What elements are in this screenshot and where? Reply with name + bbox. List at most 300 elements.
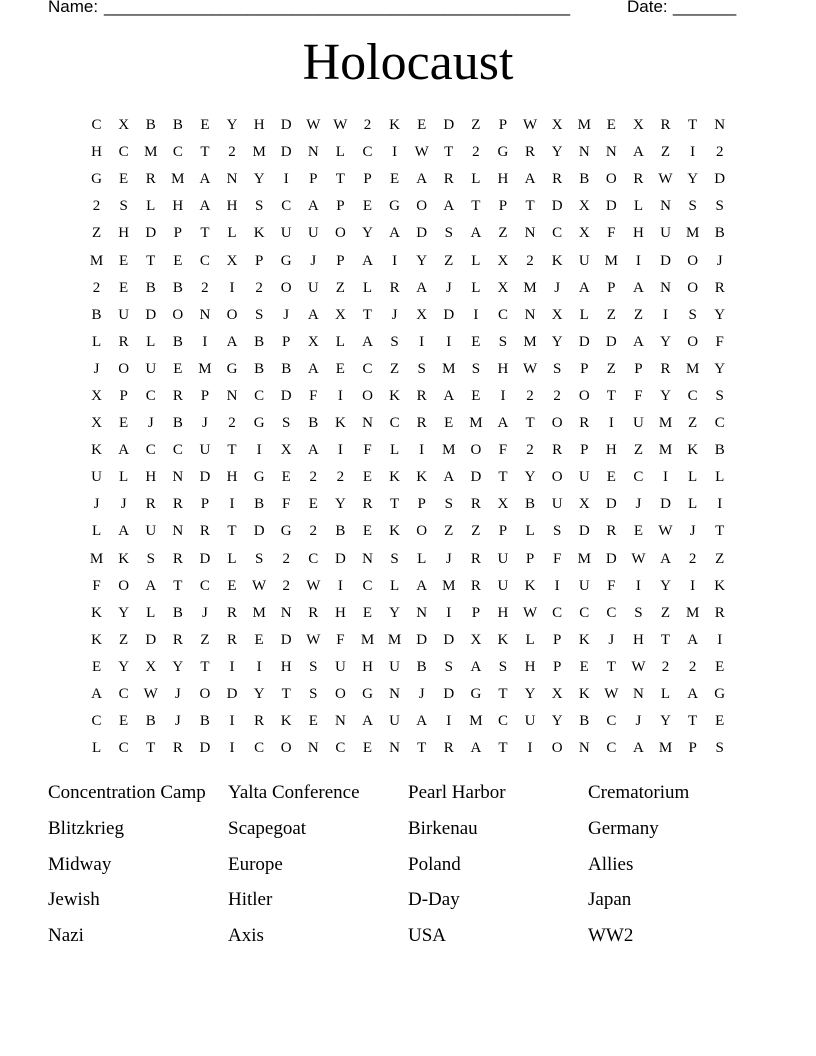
grid-cell[interactable]: N — [172, 469, 184, 486]
grid-cell[interactable]: G — [362, 686, 373, 703]
grid-cell[interactable]: D — [443, 631, 455, 648]
grid-cell[interactable]: H — [145, 469, 157, 486]
grid-cell[interactable]: R — [470, 550, 481, 567]
grid-cell[interactable]: J — [202, 415, 208, 432]
grid-cell[interactable]: C — [552, 225, 563, 242]
grid-cell[interactable]: I — [256, 658, 262, 675]
grid-cell[interactable]: M — [198, 360, 212, 377]
grid-cell[interactable]: D — [605, 496, 617, 513]
grid-cell[interactable]: E — [417, 117, 427, 134]
grid-cell[interactable]: M — [523, 279, 537, 296]
grid-cell[interactable]: J — [635, 496, 642, 513]
grid-cell[interactable]: A — [118, 523, 130, 540]
grid-cell[interactable]: E — [173, 252, 183, 269]
grid-cell[interactable]: R — [199, 523, 210, 540]
grid-cell[interactable]: O — [118, 577, 130, 594]
grid-cell[interactable]: A — [307, 442, 319, 459]
grid-cell[interactable]: Y — [551, 713, 563, 730]
grid-cell[interactable]: B — [172, 604, 183, 621]
grid-cell[interactable]: Z — [471, 523, 481, 540]
grid-cell[interactable]: F — [336, 631, 345, 648]
grid-cell[interactable]: L — [146, 333, 156, 350]
grid-cell[interactable]: E — [173, 360, 183, 377]
grid-cell[interactable]: L — [579, 306, 589, 323]
grid-cell[interactable]: 2 — [526, 442, 534, 459]
grid-cell[interactable]: Y — [118, 658, 130, 675]
grid-cell[interactable]: H — [118, 225, 130, 242]
grid-cell[interactable]: T — [444, 144, 454, 161]
grid-cell[interactable]: N — [362, 550, 373, 567]
grid-cell[interactable]: D — [605, 198, 617, 215]
grid-cell[interactable]: F — [282, 496, 291, 513]
grid-cell[interactable]: B — [525, 496, 536, 513]
grid-cell[interactable]: I — [446, 713, 452, 730]
grid-cell[interactable]: E — [281, 469, 291, 486]
grid-cell[interactable]: Y — [389, 604, 400, 621]
grid-cell[interactable]: Z — [498, 225, 508, 242]
grid-cell[interactable]: H — [91, 144, 102, 161]
grid-cell[interactable]: N — [416, 604, 428, 621]
grid-cell[interactable]: R — [362, 496, 373, 513]
grid-cell[interactable]: K — [714, 577, 726, 594]
grid-cell[interactable]: S — [552, 523, 562, 540]
grid-cell[interactable]: J — [418, 686, 425, 703]
grid-cell[interactable]: P — [254, 252, 264, 269]
grid-cell[interactable]: R — [118, 333, 129, 350]
grid-cell[interactable]: P — [688, 740, 697, 757]
grid-cell[interactable]: C — [687, 387, 698, 404]
grid-cell[interactable]: 2 — [688, 658, 697, 675]
grid-cell[interactable]: W — [522, 604, 538, 621]
grid-cell[interactable]: L — [389, 577, 400, 594]
grid-cell[interactable]: F — [634, 387, 643, 404]
grid-cell[interactable]: A — [633, 279, 644, 296]
grid-cell[interactable]: U — [551, 496, 563, 513]
grid-cell[interactable]: C — [118, 740, 129, 757]
grid-cell[interactable]: I — [717, 496, 723, 513]
grid-cell[interactable]: Y — [714, 306, 726, 323]
grid-cell[interactable]: H — [497, 604, 509, 621]
grid-cell[interactable]: N — [307, 740, 319, 757]
grid-cell[interactable]: B — [308, 415, 319, 432]
grid-cell[interactable]: W — [143, 686, 158, 703]
grid-cell[interactable]: N — [226, 171, 238, 188]
grid-cell[interactable]: D — [280, 117, 292, 134]
grid-cell[interactable]: D — [578, 333, 590, 350]
grid-cell[interactable]: Y — [660, 713, 671, 730]
grid-cell[interactable]: Y — [524, 686, 536, 703]
grid-cell[interactable]: C — [199, 252, 210, 269]
grid-cell[interactable]: T — [688, 713, 698, 730]
grid-cell[interactable]: N — [362, 415, 373, 432]
grid-cell[interactable]: P — [525, 550, 535, 567]
grid-cell[interactable]: K — [389, 523, 400, 540]
grid-cell[interactable]: Z — [660, 144, 671, 161]
grid-cell[interactable]: O — [334, 686, 346, 703]
grid-cell[interactable]: A — [91, 686, 102, 703]
grid-cell[interactable]: A — [687, 631, 699, 648]
grid-cell[interactable]: E — [119, 252, 129, 269]
grid-cell[interactable]: E — [308, 713, 318, 730]
grid-cell[interactable]: T — [227, 442, 237, 459]
grid-cell[interactable]: Y — [551, 333, 563, 350]
grid-cell[interactable]: D — [443, 306, 455, 323]
grid-cell[interactable]: R — [227, 604, 238, 621]
grid-cell[interactable]: L — [389, 442, 400, 459]
grid-cell[interactable]: P — [336, 252, 345, 269]
grid-cell[interactable]: A — [307, 360, 319, 377]
grid-cell[interactable]: S — [417, 360, 426, 377]
grid-cell[interactable]: X — [416, 306, 428, 323]
grid-cell[interactable]: J — [202, 604, 208, 621]
grid-cell[interactable]: D — [416, 225, 428, 242]
grid-cell[interactable]: C — [335, 740, 346, 757]
grid-cell[interactable]: W — [333, 117, 348, 134]
grid-cell[interactable]: R — [416, 415, 427, 432]
grid-cell[interactable]: R — [443, 171, 454, 188]
grid-cell[interactable]: M — [442, 360, 456, 377]
grid-cell[interactable]: L — [688, 496, 698, 513]
grid-cell[interactable]: M — [469, 713, 483, 730]
grid-cell[interactable]: E — [362, 523, 373, 540]
grid-cell[interactable]: O — [687, 279, 699, 296]
grid-cell[interactable]: U — [199, 442, 211, 459]
grid-cell[interactable]: Z — [91, 225, 102, 242]
grid-cell[interactable]: U — [118, 306, 130, 323]
grid-cell[interactable]: O — [334, 225, 346, 242]
grid-cell[interactable]: N — [605, 144, 617, 161]
grid-cell[interactable]: T — [281, 686, 291, 703]
grid-cell[interactable]: T — [362, 306, 373, 323]
grid-cell[interactable]: S — [715, 387, 724, 404]
grid-cell[interactable]: A — [307, 306, 319, 323]
grid-cell[interactable]: 2 — [336, 469, 345, 486]
grid-cell[interactable]: R — [470, 577, 481, 594]
grid-cell[interactable]: K — [578, 631, 590, 648]
grid-cell[interactable]: O — [416, 523, 428, 540]
grid-cell[interactable]: U — [280, 225, 292, 242]
grid-cell[interactable]: M — [685, 604, 700, 621]
grid-cell[interactable]: L — [471, 171, 481, 188]
grid-cell[interactable]: D — [280, 631, 292, 648]
grid-cell[interactable]: A — [633, 144, 644, 161]
grid-cell[interactable]: Y — [253, 686, 265, 703]
grid-cell[interactable]: D — [551, 198, 563, 215]
grid-cell[interactable]: S — [688, 306, 697, 323]
grid-cell[interactable]: L — [146, 198, 156, 215]
grid-cell[interactable]: F — [363, 442, 372, 459]
grid-cell[interactable]: O — [687, 333, 699, 350]
grid-cell[interactable]: N — [334, 713, 346, 730]
grid-cell[interactable]: X — [226, 252, 238, 269]
grid-cell[interactable]: I — [337, 442, 343, 459]
grid-cell[interactable]: T — [688, 117, 698, 134]
grid-cell[interactable]: M — [442, 442, 456, 459]
grid-cell[interactable]: N — [714, 117, 726, 134]
grid-cell[interactable]: P — [173, 225, 182, 242]
grid-cell[interactable]: W — [658, 171, 673, 188]
grid-cell[interactable]: H — [334, 604, 346, 621]
grid-cell[interactable]: E — [200, 117, 210, 134]
grid-cell[interactable]: B — [281, 360, 292, 377]
grid-cell[interactable]: S — [498, 658, 508, 675]
grid-cell[interactable]: U — [524, 713, 536, 730]
grid-cell[interactable]: T — [471, 198, 481, 215]
grid-cell[interactable]: S — [444, 225, 453, 242]
grid-cell[interactable]: B — [714, 225, 725, 242]
grid-cell[interactable]: S — [444, 658, 453, 675]
grid-cell[interactable]: M — [685, 360, 700, 377]
grid-cell[interactable]: M — [442, 577, 456, 594]
grid-cell[interactable]: R — [416, 387, 427, 404]
grid-cell[interactable]: E — [227, 577, 237, 594]
grid-cell[interactable]: A — [633, 333, 644, 350]
grid-cell[interactable]: P — [309, 171, 318, 188]
grid-cell[interactable]: X — [497, 252, 509, 269]
grid-cell[interactable]: P — [200, 387, 210, 404]
grid-cell[interactable]: Z — [471, 117, 481, 134]
grid-cell[interactable]: O — [551, 740, 563, 757]
grid-cell[interactable]: E — [119, 171, 129, 188]
grid-cell[interactable]: X — [118, 117, 130, 134]
grid-cell[interactable]: A — [226, 333, 238, 350]
grid-cell[interactable]: T — [173, 577, 183, 594]
grid-cell[interactable]: E — [91, 658, 102, 675]
grid-cell[interactable]: Y — [687, 171, 699, 188]
grid-cell[interactable]: P — [417, 496, 426, 513]
grid-cell[interactable]: X — [578, 496, 590, 513]
grid-cell[interactable]: O — [199, 686, 211, 703]
grid-cell[interactable]: Y — [334, 496, 346, 513]
grid-cell[interactable]: P — [498, 117, 508, 134]
grid-cell[interactable]: R — [714, 604, 725, 621]
grid-cell[interactable]: T — [606, 387, 616, 404]
grid-cell[interactable]: A — [389, 225, 400, 242]
grid-cell[interactable]: A — [470, 740, 482, 757]
grid-cell[interactable]: A — [497, 415, 509, 432]
grid-cell[interactable]: O — [551, 469, 563, 486]
grid-cell[interactable]: I — [473, 306, 479, 323]
grid-cell[interactable]: X — [578, 225, 590, 242]
grid-cell[interactable]: I — [446, 333, 452, 350]
grid-cell[interactable]: C — [389, 415, 400, 432]
grid-cell[interactable]: D — [199, 469, 211, 486]
grid-cell[interactable]: D — [578, 523, 590, 540]
grid-cell[interactable]: A — [524, 171, 536, 188]
grid-cell[interactable]: R — [633, 171, 644, 188]
grid-cell[interactable]: B — [172, 279, 183, 296]
grid-cell[interactable]: O — [470, 442, 482, 459]
grid-cell[interactable]: M — [171, 171, 185, 188]
grid-cell[interactable]: P — [607, 279, 616, 296]
grid-cell[interactable]: 2 — [92, 279, 101, 296]
grid-cell[interactable]: I — [392, 252, 398, 269]
grid-cell[interactable]: C — [606, 604, 617, 621]
grid-cell[interactable]: B — [579, 171, 590, 188]
grid-cell[interactable]: F — [309, 387, 318, 404]
grid-cell[interactable]: L — [362, 279, 373, 296]
grid-cell[interactable]: U — [307, 279, 319, 296]
grid-cell[interactable]: A — [362, 713, 373, 730]
grid-cell[interactable]: A — [416, 713, 428, 730]
grid-cell[interactable]: K — [334, 415, 346, 432]
grid-cell[interactable]: U — [145, 523, 157, 540]
grid-cell[interactable]: T — [525, 415, 535, 432]
grid-cell[interactable]: C — [254, 387, 265, 404]
grid-cell[interactable]: L — [91, 333, 102, 350]
grid-cell[interactable]: T — [335, 171, 345, 188]
grid-cell[interactable]: N — [172, 523, 184, 540]
grid-cell[interactable]: P — [282, 333, 291, 350]
grid-cell[interactable]: O — [118, 360, 130, 377]
date-field-line[interactable]: _______ — [673, 0, 736, 16]
grid-cell[interactable]: I — [635, 577, 641, 594]
grid-cell[interactable]: S — [146, 550, 155, 567]
grid-cell[interactable]: J — [689, 523, 696, 540]
grid-cell[interactable]: O — [687, 252, 699, 269]
grid-cell[interactable]: A — [470, 658, 482, 675]
grid-cell[interactable]: P — [498, 198, 508, 215]
grid-cell[interactable]: W — [252, 577, 267, 594]
grid-cell[interactable]: E — [362, 198, 373, 215]
grid-cell[interactable]: 2 — [92, 198, 101, 215]
grid-cell[interactable]: O — [280, 740, 292, 757]
grid-cell[interactable]: A — [578, 279, 590, 296]
grid-cell[interactable]: H — [524, 658, 536, 675]
grid-cell[interactable]: 2 — [715, 144, 724, 161]
grid-cell[interactable]: T — [715, 523, 725, 540]
grid-cell[interactable]: R — [714, 279, 725, 296]
grid-cell[interactable]: 2 — [309, 523, 318, 540]
grid-cell[interactable]: G — [389, 198, 400, 215]
grid-cell[interactable]: T — [389, 496, 400, 513]
grid-cell[interactable]: E — [119, 415, 129, 432]
grid-cell[interactable]: W — [658, 523, 673, 540]
grid-cell[interactable]: X — [551, 117, 563, 134]
grid-cell[interactable]: N — [389, 740, 400, 757]
grid-cell[interactable]: A — [443, 387, 455, 404]
grid-cell[interactable]: D — [280, 144, 292, 161]
name-field-line[interactable]: ____________________________________________________ — [104, 0, 570, 16]
grid-cell[interactable]: C — [145, 387, 156, 404]
grid-cell[interactable]: M — [577, 117, 591, 134]
grid-cell[interactable]: H — [605, 442, 617, 459]
grid-cell[interactable]: T — [498, 686, 508, 703]
grid-cell[interactable]: C — [579, 604, 590, 621]
grid-cell[interactable]: 2 — [282, 550, 290, 567]
grid-cell[interactable]: S — [444, 496, 453, 513]
grid-cell[interactable]: I — [500, 387, 506, 404]
grid-cell[interactable]: D — [226, 686, 238, 703]
grid-cell[interactable]: J — [283, 306, 290, 323]
grid-cell[interactable]: Z — [606, 306, 616, 323]
grid-cell[interactable]: M — [604, 252, 618, 269]
grid-cell[interactable]: G — [714, 686, 726, 703]
grid-cell[interactable]: S — [390, 550, 399, 567]
grid-cell[interactable]: J — [445, 279, 452, 296]
grid-cell[interactable]: S — [715, 740, 724, 757]
grid-cell[interactable]: G — [497, 144, 509, 161]
grid-cell[interactable]: I — [663, 469, 669, 486]
grid-cell[interactable]: E — [606, 117, 616, 134]
grid-cell[interactable]: G — [253, 415, 265, 432]
grid-cell[interactable]: 2 — [553, 387, 561, 404]
grid-cell[interactable]: C — [497, 713, 508, 730]
grid-cell[interactable]: C — [199, 577, 210, 594]
grid-cell[interactable]: I — [229, 658, 235, 675]
grid-cell[interactable]: I — [419, 333, 425, 350]
grid-cell[interactable]: W — [631, 550, 646, 567]
grid-cell[interactable]: T — [200, 658, 210, 675]
grid-cell[interactable]: M — [89, 550, 104, 567]
grid-cell[interactable]: S — [254, 550, 264, 567]
grid-cell[interactable]: M — [144, 144, 158, 161]
grid-cell[interactable]: W — [604, 686, 619, 703]
grid-cell[interactable]: S — [552, 360, 562, 377]
grid-cell[interactable]: B — [254, 333, 265, 350]
grid-cell[interactable]: R — [660, 117, 671, 134]
grid-cell[interactable]: I — [554, 577, 560, 594]
grid-cell[interactable]: C — [362, 144, 373, 161]
grid-cell[interactable]: T — [606, 658, 616, 675]
grid-cell[interactable]: Z — [688, 415, 698, 432]
grid-cell[interactable]: K — [253, 225, 265, 242]
grid-cell[interactable]: T — [525, 198, 535, 215]
grid-cell[interactable]: C — [714, 415, 725, 432]
grid-cell[interactable]: Y — [660, 577, 671, 594]
grid-cell[interactable]: Z — [715, 550, 725, 567]
grid-cell[interactable]: 2 — [526, 252, 534, 269]
grid-cell[interactable]: U — [91, 469, 102, 486]
grid-cell[interactable]: I — [256, 442, 262, 459]
grid-cell[interactable]: C — [606, 740, 617, 757]
grid-cell[interactable]: T — [227, 523, 237, 540]
grid-cell[interactable]: Z — [633, 306, 643, 323]
grid-cell[interactable]: D — [145, 631, 157, 648]
grid-cell[interactable]: I — [283, 171, 289, 188]
grid-cell[interactable]: C — [362, 360, 373, 377]
grid-cell[interactable]: W — [522, 117, 538, 134]
grid-cell[interactable]: A — [416, 171, 428, 188]
grid-cell[interactable]: A — [470, 225, 482, 242]
grid-cell[interactable]: J — [120, 496, 127, 513]
grid-cell[interactable]: N — [280, 604, 292, 621]
grid-cell[interactable]: B — [172, 415, 183, 432]
grid-cell[interactable]: O — [280, 279, 292, 296]
grid-cell[interactable]: C — [118, 144, 129, 161]
grid-cell[interactable]: P — [580, 442, 589, 459]
grid-cell[interactable]: H — [633, 631, 644, 648]
grid-cell[interactable]: L — [471, 279, 481, 296]
grid-cell[interactable]: D — [660, 496, 671, 513]
grid-cell[interactable]: 2 — [309, 469, 318, 486]
grid-cell[interactable]: K — [524, 577, 536, 594]
grid-cell[interactable]: R — [172, 550, 183, 567]
grid-cell[interactable]: X — [470, 631, 482, 648]
grid-cell[interactable]: X — [91, 415, 102, 432]
grid-cell[interactable]: O — [226, 306, 238, 323]
grid-cell[interactable]: W — [306, 117, 321, 134]
grid-cell[interactable]: N — [578, 740, 590, 757]
grid-cell[interactable]: S — [119, 198, 128, 215]
grid-cell[interactable]: K — [389, 469, 400, 486]
grid-cell[interactable]: P — [200, 496, 210, 513]
grid-cell[interactable]: 2 — [661, 658, 670, 675]
grid-cell[interactable]: R — [227, 631, 238, 648]
grid-cell[interactable]: D — [470, 469, 482, 486]
grid-cell[interactable]: E — [444, 415, 454, 432]
grid-cell[interactable]: Z — [200, 631, 210, 648]
